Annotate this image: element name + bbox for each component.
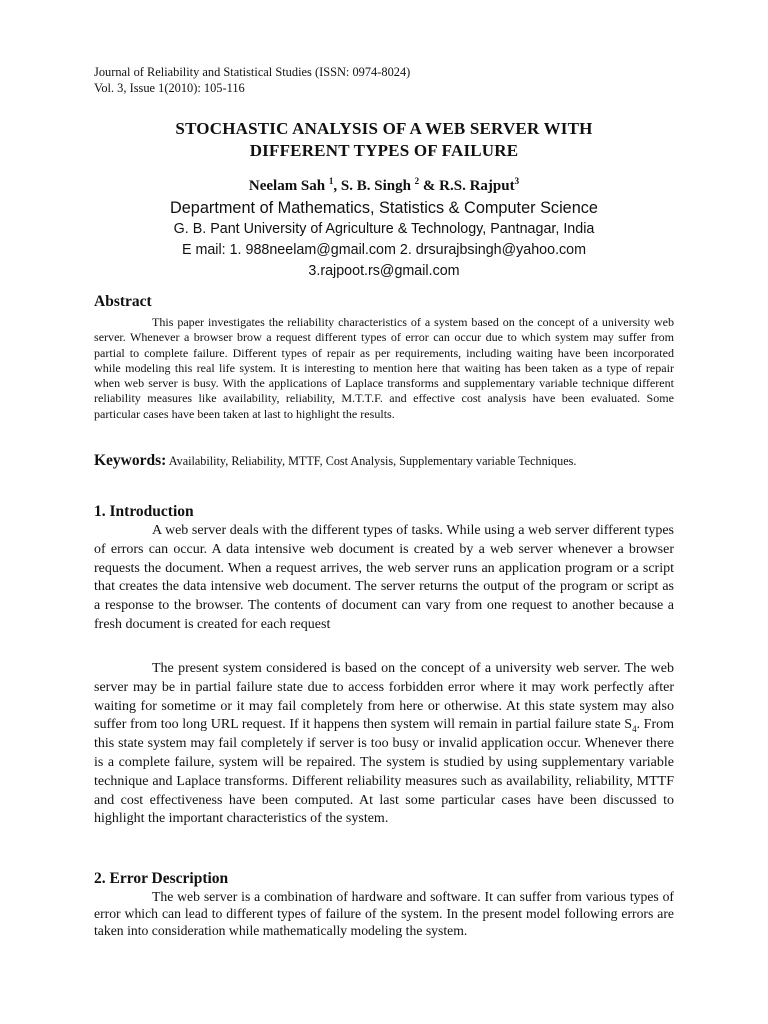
introduction-paragraph-1: A web server deals with the different types of tasks. While using a web server different types of errors can occur. A data intensive web document is created by a web server whenever a browser requests the document. When a request arrives, the web server runs an application program or a script that creates the data intensive web document. The server returns the output of the program or script as a response to the browser. The contents of document can vary from one request to another because a fresh document is created for each request [94, 523, 674, 632]
state-subscript: 4 [632, 724, 637, 735]
error-description-heading: 2. Error Description [94, 870, 229, 887]
abstract-heading: Abstract [94, 293, 152, 310]
introduction-paragraph-2 [94, 660, 674, 829]
journal-header [94, 65, 410, 96]
author-2: , S. B. Singh [333, 178, 415, 194]
journal-name: Journal of Reliability and Statistical Studies (ISSN: 0974-8024) [94, 65, 411, 79]
email-line-1: E mail: 1. 988neelam@gmail.com 2. drsurajbsingh@yahoo.com [181, 242, 587, 258]
university: G. B. Pant University of Agriculture & Technology, Pantnagar, India [173, 221, 595, 237]
introduction-paragraph-2-part-a: The present system considered is based on the concept of a university web server. The web server may be in partial failure state due to access forbidden error where it may work perfectly after waiting for sometime or it may fail completely from here or otherwise. At this state system may also suffer from too long URL request. If it happens then system will remain in partial failure state S [94, 661, 674, 733]
paper-title [60, 118, 708, 161]
author-1-affil: 1 [328, 176, 334, 186]
title-line-1: STOCHASTIC ANALYSIS OF A WEB SERVER WITH [175, 119, 593, 138]
journal-volume: Vol. 3, Issue 1(2010): 105-116 [94, 80, 245, 95]
author-1: Neelam Sah [248, 178, 329, 194]
department: Department of Mathematics, Statistics & Computer Science [169, 199, 598, 217]
keywords-label: Keywords: [94, 452, 167, 469]
title-line-2: DIFFERENT TYPES OF FAILURE [249, 140, 519, 160]
author-3: & R.S. Rajput [419, 178, 515, 194]
author-list [60, 176, 708, 196]
introduction-heading: 1. Introduction [94, 503, 194, 520]
author-2-affil: 2 [414, 176, 420, 186]
abstract-text: This paper investigates the reliability characteristics of a system based on the concept of a university web server. Whenever a browser brow a request different types of error can occur due to which system may suffer from partial to complete failure. Different types of repair as per requirements, including waiting have been incorporated while modeling this real life system. It is interesting to mention here that waiting has been taken as a type of repair when web server is busy. With the applications of Laplace transforms and supplementary variable technique different reliability measures like availability, reliability, M.T.T.F. and effective cost analysis have been evaluated. Some particular cases have been taken at last to highlight the results. [94, 315, 674, 421]
author-3-affil: 3 [514, 176, 520, 186]
error-description-paragraph: The web server is a combination of hardware and software. It can suffer from various types of error which can lead to different types of failure of the system. In the present model following errors are taken into consideration while mathematically modeling the system. [94, 889, 674, 939]
keywords-block [94, 453, 674, 469]
keywords-text: Availability, Reliability, MTTF, Cost Analysis, Supplementary variable Techniques. [166, 454, 577, 468]
email-line-2: 3.rajpoot.rs@gmail.com [308, 263, 460, 279]
introduction-paragraph-2-part-b: . From this state system may fail completely if server is too busy or invalid application occur. Whenever there is a complete failure, system will be repaired. The system is studied by using supplementary variable technique and Laplace transforms. Different reliability measures such as availability, reliability, MTTF and cost effectiveness have been computed. At last some particular cases have been discussed to highlight the important characteristics of the system. [94, 717, 674, 827]
affiliation-block [60, 198, 708, 282]
